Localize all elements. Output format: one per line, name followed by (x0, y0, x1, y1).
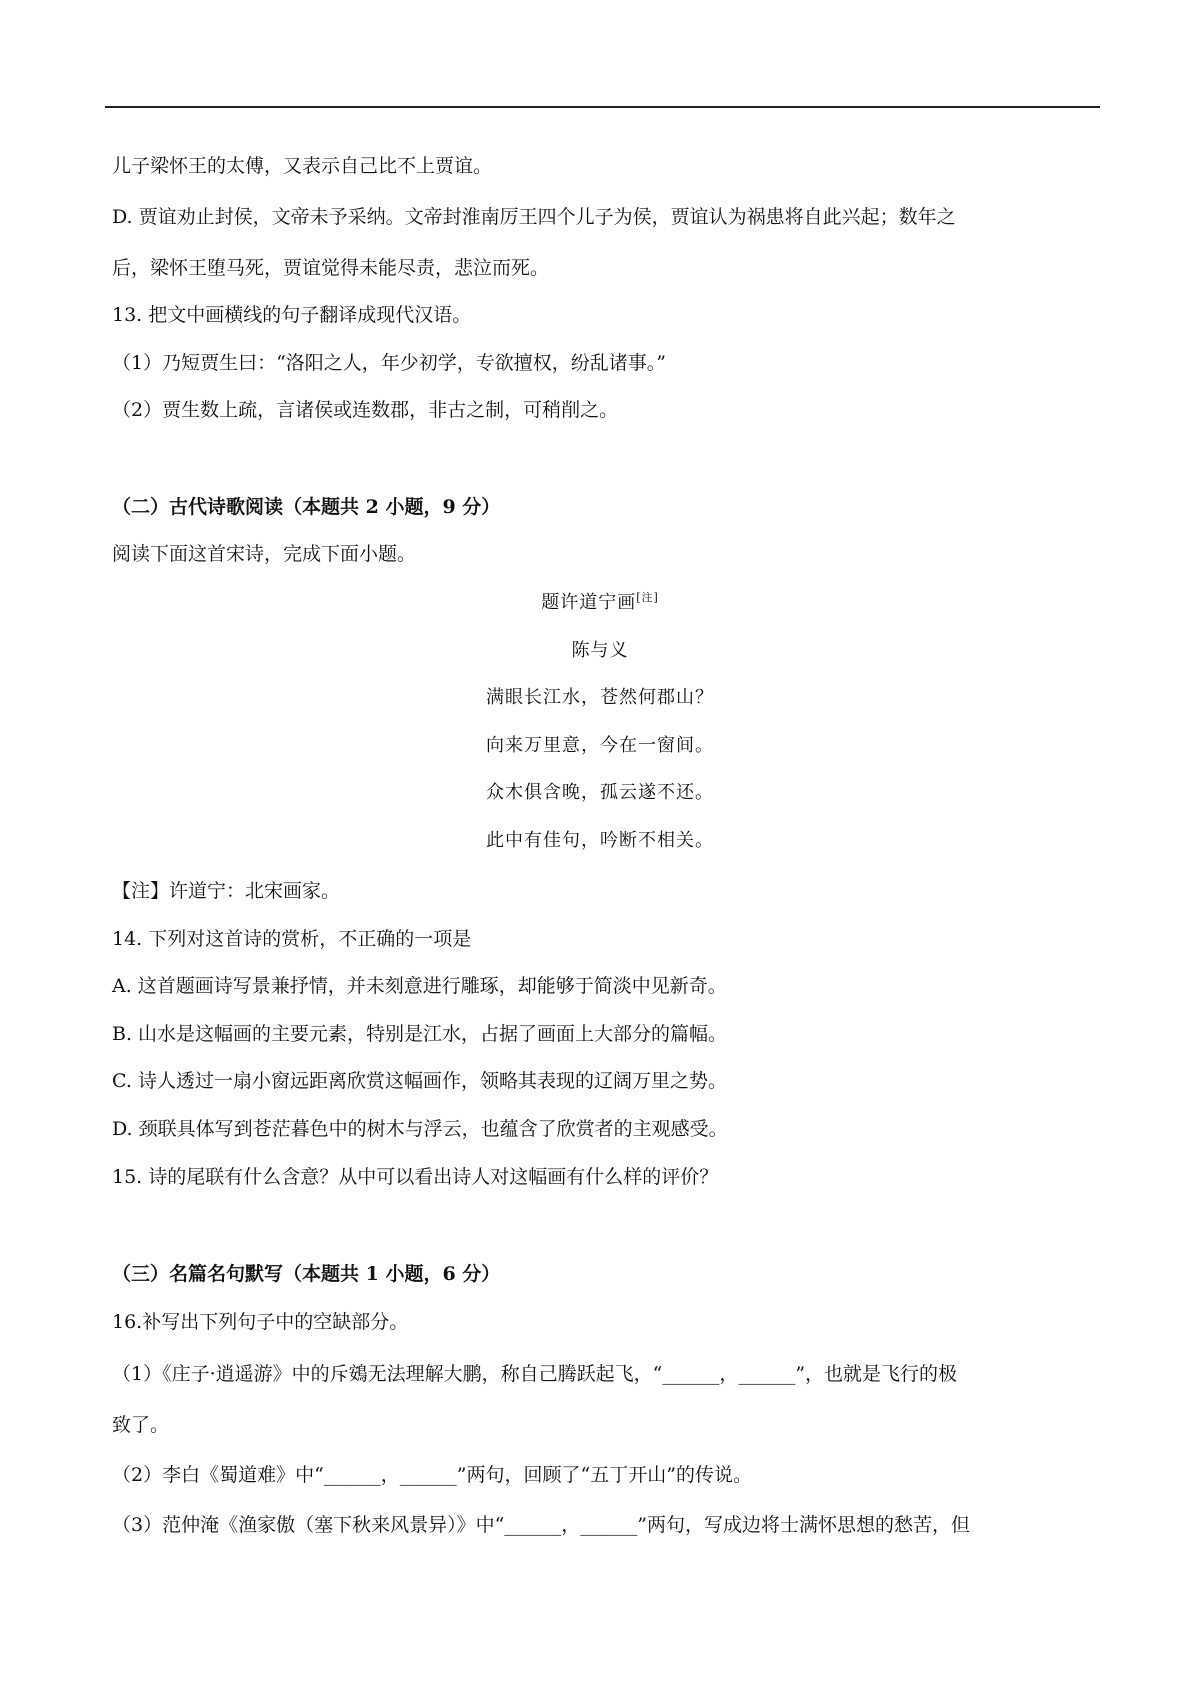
poem-note: 【注】许道宁：北宋画家。 (112, 880, 341, 902)
question-13-part-2: （2）贾生数上疏，言诸侯或连数郡，非古之制，可稍削之。 (112, 399, 619, 421)
poem-verse: 此中有佳句，吟断不相关。 (486, 830, 714, 851)
text-line: 儿子梁怀王的太傅，又表示自己比不上贾谊。 (112, 155, 493, 177)
section-heading: （三）名篇名句默写（本题共 1 小题，6 分） (112, 1263, 501, 1285)
question-16-part-1: （1）《庄子·逍遥游》中的斥鴳无法理解大鹏，称自己腾跃起飞，“______，______”，也就是飞行的极 (112, 1363, 958, 1385)
poem-title-note: [注] (636, 591, 659, 604)
option-a: A. 这首题画诗写景兼抒情，并未刻意进行雕琢，却能够于简淡中见新奇。 (112, 975, 727, 997)
option-d: D. 贾谊劝止封侯，文帝未予采纳。文帝封淮南厉王四个儿子为侯，贾谊认为祸患将自此兴起；数年之 (112, 206, 956, 228)
question-15: 15. 诗的尾联有什么含意？从中可以看出诗人对这幅画有什么样的评价？ (112, 1166, 719, 1188)
text-line: 后，梁怀王堕马死，贾谊觉得未能尽责，悲泣而死。 (112, 257, 550, 279)
poem-verse: 满眼长江水，苍然何郡山？ (486, 687, 714, 708)
text-line: 致了。 (112, 1414, 170, 1436)
poem-verse: 众木俱含晚，孤云遂不还。 (486, 782, 714, 803)
poem-title-text: 题许道宁画 (541, 592, 637, 613)
instruction: 阅读下面这首宋诗，完成下面小题。 (112, 543, 417, 565)
section-heading: （二）古代诗歌阅读（本题共 2 小题，9 分） (112, 496, 501, 518)
option-b: B. 山水是这幅画的主要元素，特别是江水，占据了画面上大部分的篇幅。 (112, 1023, 728, 1045)
question-13-part-1: （1）乃短贾生曰：“洛阳之人，年少初学，专欲擅权，纷乱诸事。” (112, 352, 667, 374)
option-c: C. 诗人透过一扇小窗远距离欣赏这幅画作，领略其表现的辽阔万里之势。 (112, 1070, 727, 1092)
question-13: 13. 把文中画横线的句子翻译成现代汉语。 (112, 304, 472, 326)
question-16-part-2: （2）李白《蜀道难》中“______，______”两句，回顾了“五丁开山”的传说。 (112, 1464, 752, 1486)
question-16-part-3: （3）范仲淹《渔家傲（塞下秋来风景异）》中“______，______”两句，写成边将士满怀思想的愁苦，但 (112, 1514, 971, 1536)
option-d: D. 颈联具体写到苍茫暮色中的树木与浮云，也蕴含了欣赏者的主观感受。 (112, 1118, 728, 1140)
question-16: 16.补写出下列句子中的空缺部分。 (112, 1311, 409, 1333)
header-rule (105, 106, 1100, 108)
poem-author: 陈与义 (571, 640, 629, 661)
question-14: 14. 下列对这首诗的赏析，不正确的一项是 (112, 928, 472, 950)
poem-verse: 向来万里意，今在一窗间。 (486, 735, 714, 756)
poem-title (0, 590, 1200, 616)
